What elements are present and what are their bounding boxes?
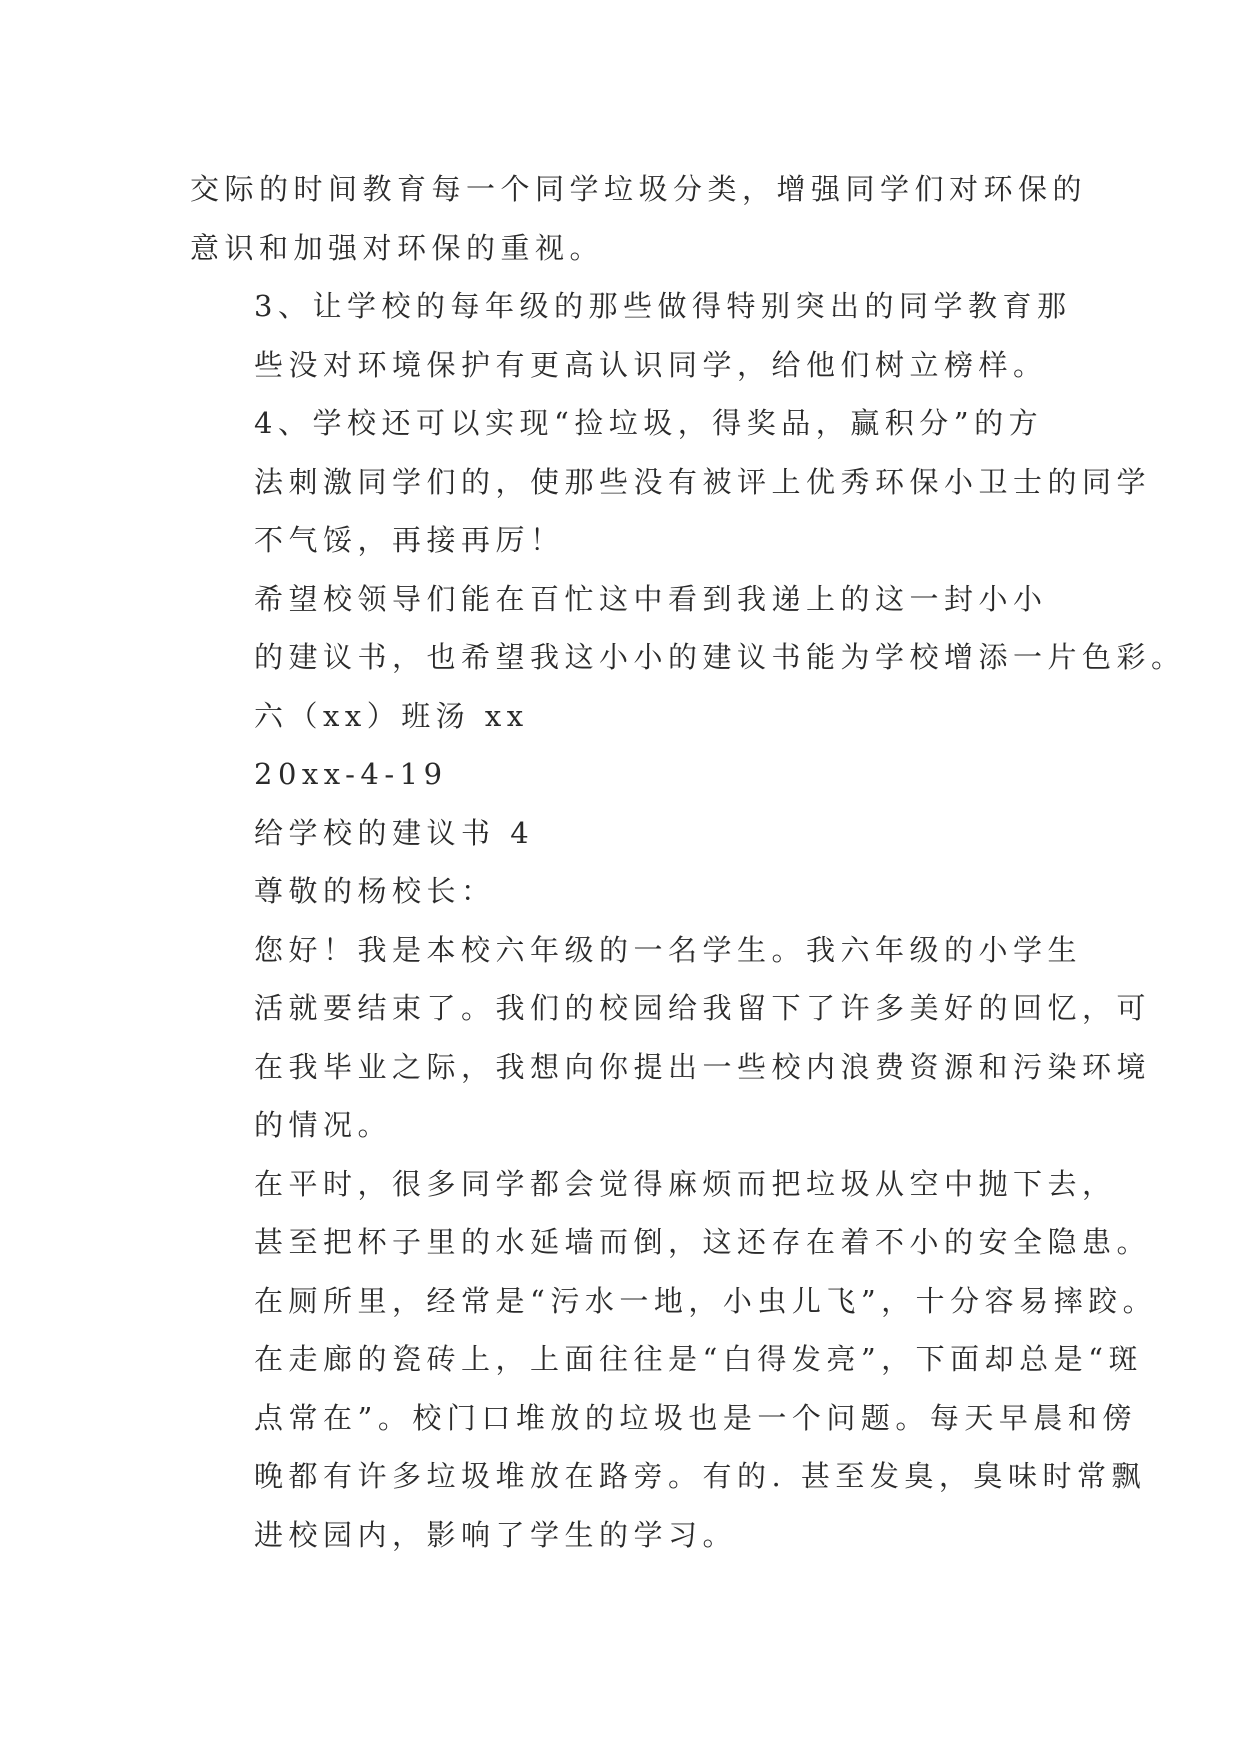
text-line: 进校园内，影响了学生的学习。 [254,1517,738,1552]
paragraph-p3 [190,394,1152,570]
text-line: 尊敬的杨校长： [254,874,496,908]
text-line: 些没对环境保护有更高认识同学，给他们树立榜样。 [254,347,1048,382]
paragraph-p9 [190,921,1152,1155]
text-line: 不气馁，再接再厉！ [254,523,565,557]
text-line: 意识和加强对环保的重视。 [190,230,605,265]
paragraph-p10 [190,1155,1158,1565]
text-line: 20xx-4-19 [254,757,448,791]
text-line: 3、让学校的每年级的那些做得特别突出的同学教育那 [254,289,1072,323]
document-body [190,160,1186,1564]
text-line: 法刺激同学们的，使那些没有被评上优秀环保小卫士的同学 [254,464,1152,499]
text-line: 4、学校还可以实现“捡垃圾，得奖品，赢积分”的方 [254,406,1044,440]
text-line: 希望校领导们能在百忙这中看到我递上的这一封小小 [254,581,1048,616]
text-line: 的情况。 [254,1108,393,1142]
paragraph-p6 [190,745,1052,804]
paragraph-p1 [190,160,1088,277]
text-line: 在平时，很多同学都会觉得麻烦而把垃圾从空中抛下去， [254,1166,1117,1201]
paragraph-p2 [190,277,1072,394]
text-line: 六（xx）班汤 xx [254,698,529,733]
paragraph-p8 [190,862,1052,921]
paragraph-p5 [190,687,1052,746]
paragraph-p4 [190,570,1186,687]
text-line: 在厕所里，经常是“污水一地，小虫儿飞”，十分容易摔跤。 [254,1283,1158,1318]
text-line: 在走廊的瓷砖上，上面往往是“白得发亮”，下面却总是“斑 [254,1342,1143,1376]
text-line: 在我毕业之际，我想向你提出一些校内浪费资源和污染环境 [254,1049,1152,1084]
text-line: 点常在”。校门口堆放的垃圾也是一个问题。每天早晨和傍 [254,1400,1137,1435]
text-line: 交际的时间教育每一个同学垃圾分类，增强同学们对环保的 [190,172,1088,206]
text-line: 给学校的建议书 4 [254,815,535,850]
text-line: 您好！我是本校六年级的一名学生。我六年级的小学生 [254,932,1083,967]
paragraph-p7 [190,804,1052,863]
text-line: 晚都有许多垃圾堆放在路旁。有的. 甚至发臭，臭味时常飘 [254,1459,1146,1493]
text-line: 甚至把杯子里的水延墙而倒，这还存在着不小的安全隐患。 [254,1225,1152,1259]
text-line: 活就要结束了。我们的校园给我留下了许多美好的回忆，可 [254,991,1152,1025]
text-line: 的建议书，也希望我这小小的建议书能为学校增添一片色彩。 [254,640,1186,674]
